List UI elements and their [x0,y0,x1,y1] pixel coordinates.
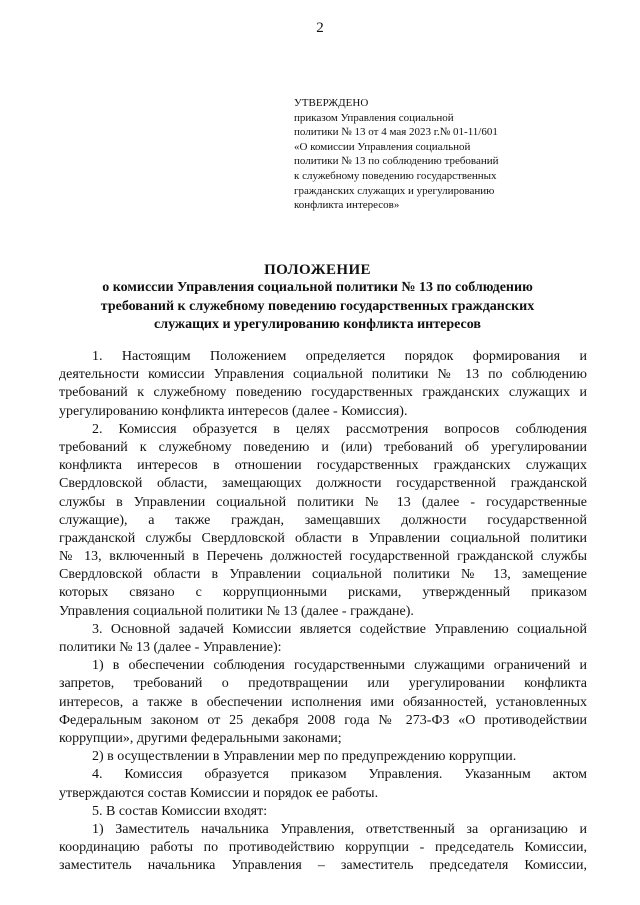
page-number: 2 [316,20,324,36]
body-line: запретов, требований о предотвращении или урегулировании конфликта [59,676,587,692]
title-heading: ПОЛОЖЕНИЕ [264,262,371,278]
body-line: требований к служебному поведению и (или) требований об урегулировании [59,439,587,455]
body-line: № 13, включенный в Перечень должностей государственной гражданской службы [59,549,587,565]
body-line: Управления социальной политики № 13 (далее - граждане). [59,603,414,619]
title-line: служащих и урегулированию конфликта интересов [154,316,481,332]
body-line: заместитель начальника Управления – заместитель председателя Комиссии, [59,858,587,874]
body-line: интересов, а также в обеспечении исполнения ими обязанностей, установленных [59,694,587,710]
body-line: служащие), а также граждан, замещавших должности государственной [59,512,587,528]
body-line: гражданской службы Свердловской области в Управлении социальной политики [59,530,587,546]
body-line: требований к служебному поведению государственных гражданских служащих и [59,385,587,401]
body-line: Свердловской области в Управлении социальной политики № 13, замещение [59,567,587,583]
approval-heading: УТВЕРЖДЕНО [294,97,369,109]
body-line: урегулированию конфликта интересов (далее - Комиссия). [59,403,408,419]
body-line: 1) Заместитель начальника Управления, ответственный за организацию и [92,821,587,837]
document-body [59,348,587,875]
approval-line: политики № 13 от 4 мая 2023 г.№ 01-11/601 [294,126,498,139]
body-line: 5. В состав Комиссии входят: [92,803,268,819]
title-line: о комиссии Управления социальной политики № 13 по соблюдению [102,280,533,296]
body-line: которых связано с коррупционными рисками, утвержденный приказом [59,585,587,601]
approval-line: гражданских служащих и урегулированию [294,184,495,197]
approval-block [294,96,594,213]
body-line: службы в Управлении социальной политики № 13 (далее - государственные [59,494,587,510]
body-line: утверждаются состав Комиссии и порядок ее работы. [59,785,379,801]
approval-line: приказом Управления социальной [294,111,454,124]
title-line: требований к служебному поведению государственных гражданских [100,298,535,314]
body-line: 4. Комиссия образуется приказом Управления. Указанным актом [92,767,587,783]
body-line: 3. Основной задачей Комиссии является содействие Управлению социальной [92,621,587,637]
body-line: 1. Настоящим Положением определяется порядок формирования и [92,349,587,364]
body-line: координацию работы по противодействию коррупции - председатель Комиссии, [59,840,587,856]
approval-line: политики № 13 по соблюдению требований [294,155,499,168]
body-line: конфликта интересов в отношении государственных гражданских служащих [59,458,587,474]
body-line: деятельности комиссии Управления социальной политики № 13 по соблюдению [59,367,587,383]
body-line: Федеральным законом от 25 декабря 2008 года № 273-ФЗ «О противодействии [59,712,587,728]
body-line: 2. Комиссия образуется в целях рассмотрения вопросов соблюдения [92,421,587,437]
body-line: 1) в обеспечении соблюдения государственными служащими ограничений и [92,658,587,674]
document-title [60,261,575,334]
approval-line: конфликта интересов» [294,199,400,212]
body-line: политики № 13 (далее - Управление): [59,640,282,655]
body-line: 2) в осуществлении в Управлении мер по предупреждению коррупции. [92,749,517,765]
body-line: Свердловской области, замещающих должности государственной гражданской [59,476,587,492]
approval-line: к служебному поведению государственных [294,169,497,182]
approval-line: «О комиссии Управления социальной [294,140,471,153]
body-line: коррупции», другими федеральными законами; [59,730,342,746]
